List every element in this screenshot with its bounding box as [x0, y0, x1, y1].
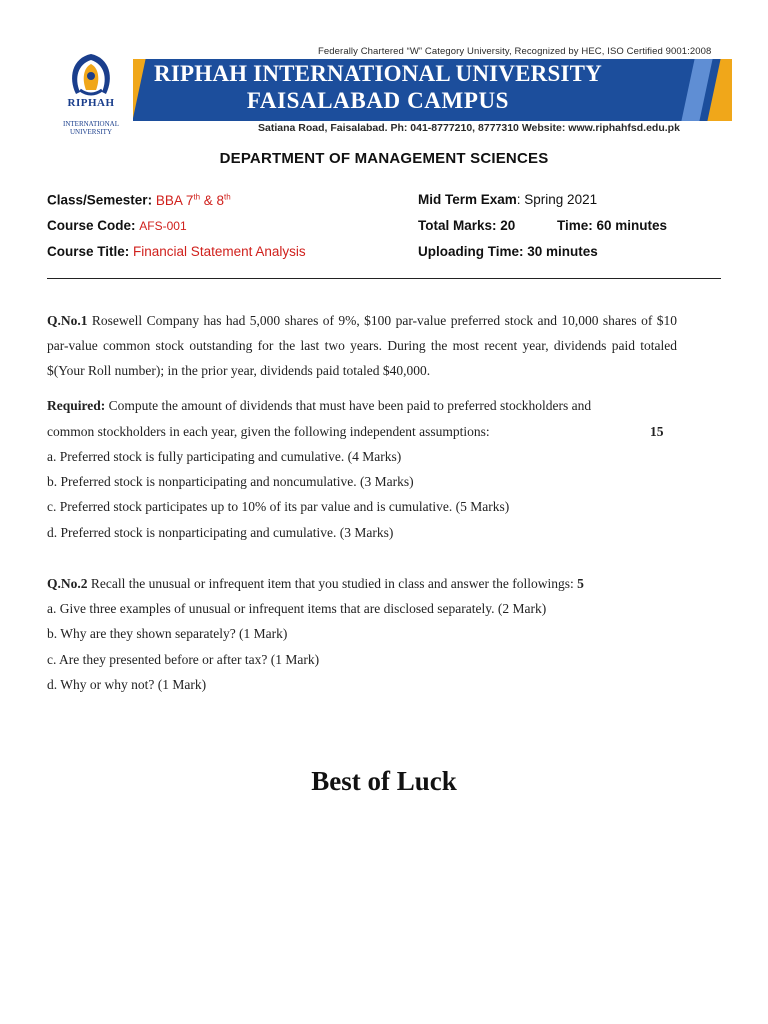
question-1-marks: 15 — [650, 424, 664, 439]
course-code-label: Course Code: — [47, 218, 140, 233]
uploading-time: Uploading Time: 30 minutes — [418, 244, 598, 259]
exam-row — [418, 192, 597, 207]
course-code-value: AFS-001 — [139, 219, 187, 233]
q1-item-d: d. Preferred stock is nonparticipating and cumulative. (3 Marks) — [47, 525, 394, 540]
q2-item-c: c. Are they presented before or after tax? (1 Mark) — [47, 652, 320, 667]
logo-name: RIPHAH — [67, 97, 115, 109]
class-semester-label: Class/Semester: — [47, 192, 156, 208]
question-2-text: Q.No.2 Recall the unusual or infrequent item that you studied in class and answer the followings: 5 — [47, 576, 584, 591]
course-title-row — [47, 244, 306, 259]
department-title: DEPARTMENT OF MANAGEMENT SCIENCES — [219, 150, 549, 167]
required-line-1: Required: Compute the amount of dividends that must have been paid to preferred stockholders and — [47, 398, 592, 413]
class-semester-row — [47, 192, 231, 208]
banner-stripe-right-light — [681, 59, 712, 121]
university-name: RIPHAH INTERNATIONAL UNIVERSITY — [154, 61, 602, 86]
contact-line: Satiana Road, Faisalabad. Ph: 041-8777210, 8777310 Website: www.riphahfsd.edu.pk — [258, 122, 680, 134]
q1-item-c: c. Preferred stock participates up to 10% of its par value and is cumulative. (5 Marks) — [47, 499, 510, 514]
logo-subtitle-1: INTERNATIONAL — [63, 120, 119, 128]
header-divider — [47, 278, 721, 279]
question-2-label: Q.No.2 — [47, 576, 88, 591]
course-title-label: Course Title: — [47, 244, 134, 259]
accreditation-line: Federally Chartered “W” Category University, Recognized by HEC, ISO Certified 9001:2008 — [318, 46, 712, 57]
required-label: Required: — [47, 398, 106, 413]
q2-item-b: b. Why are they shown separately? (1 Mark) — [47, 626, 288, 641]
closing-message: Best of Luck — [311, 766, 457, 796]
q2-item-d: d. Why or why not? (1 Mark) — [47, 677, 207, 692]
class-semester-value: BBA 7th & 8th — [155, 192, 231, 208]
university-logo — [50, 50, 132, 144]
crest-icon — [50, 50, 132, 98]
q2-item-a: a. Give three examples of unusual or infrequent items that are disclosed separately. (2 Mark) — [47, 601, 547, 616]
exam-value: : Spring 2021 — [516, 192, 598, 207]
exam-time: Time: 60 minutes — [557, 218, 668, 233]
q1-item-a: a. Preferred stock is fully participating and cumulative. (4 Marks) — [47, 449, 402, 464]
course-title-value: Financial Statement Analysis — [133, 244, 306, 259]
q1-item-b: b. Preferred stock is nonparticipating and noncumulative. (3 Marks) — [47, 474, 414, 489]
course-code-row — [47, 218, 187, 233]
total-marks: Total Marks: 20 — [418, 218, 516, 233]
title-banner — [133, 59, 732, 121]
question-1-text: Q.No.1 Rosewell Company has had 5,000 shares of 9%, $100 par-value preferred stock and 10,000 shares of $10 par-value common stock outstanding for the last two years. During the most recent year, dividends paid totaled $(Your Roll number); in the prior year, dividends paid totaled $40,000. — [47, 313, 677, 378]
campus-name: FAISALABAD CAMPUS — [246, 88, 510, 113]
exam-label: Mid Term Exam — [418, 192, 517, 207]
required-line-2: common stockholders in each year, given the following independent assumptions: — [47, 424, 490, 439]
question-2-marks: 5 — [577, 576, 584, 591]
question-1-label: Q.No.1 — [47, 313, 88, 328]
logo-subtitle-2: UNIVERSITY — [70, 128, 112, 136]
banner-stripe-right-gold — [707, 59, 732, 121]
